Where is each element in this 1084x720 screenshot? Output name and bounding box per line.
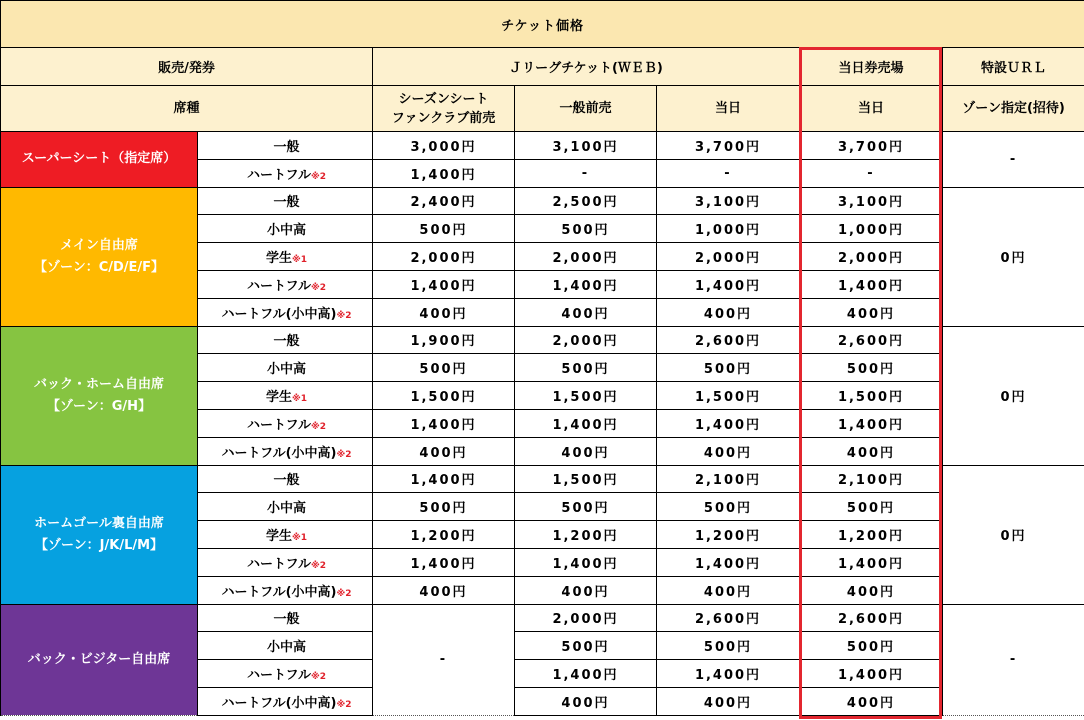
section-zone: 【ゾーン：J/K/L/M】 <box>34 537 164 553</box>
venue-price: 1,200円 <box>800 521 943 549</box>
ticket-type-label: 学生 <box>265 390 292 406</box>
ticket-type <box>198 159 373 187</box>
sameday-price: 500円 <box>657 354 800 382</box>
season-price: 1,500円 <box>373 382 515 410</box>
venue-price: 3,700円 <box>800 132 943 160</box>
advance-price: 3,100円 <box>515 132 657 160</box>
ticket-type-label: 一般 <box>273 139 300 155</box>
ticket-type <box>198 660 373 688</box>
sameday-price: 1,500円 <box>657 382 800 410</box>
venue-price: - <box>800 159 943 187</box>
footnote-mark: ※2 <box>336 699 352 710</box>
season-price: 2,000円 <box>373 243 515 271</box>
advance-price: 1,500円 <box>515 465 657 493</box>
ticket-type <box>198 465 373 493</box>
venue-price: 400円 <box>800 687 943 715</box>
sameday-header: 当日 <box>657 86 800 132</box>
ticket-type <box>198 270 373 298</box>
special-url-price: 0円 <box>943 187 1084 326</box>
ticket-type <box>198 632 373 660</box>
ticket-type-label: 小中高 <box>266 640 306 656</box>
section-name: ホームゴール裏自由席 <box>34 515 164 531</box>
sameday-price: 400円 <box>657 576 800 604</box>
venue-price: 2,000円 <box>800 243 943 271</box>
advance-price: 1,500円 <box>515 382 657 410</box>
season-price: 3,000円 <box>373 132 515 160</box>
season-price: 2,400円 <box>373 187 515 215</box>
ticket-type <box>198 382 373 410</box>
season-price: 500円 <box>373 493 515 521</box>
season-price: 400円 <box>373 298 515 326</box>
sameday-price: 2,600円 <box>657 604 800 632</box>
sameday-price: 2,600円 <box>657 326 800 354</box>
season-price: 500円 <box>373 215 515 243</box>
season-price: 1,400円 <box>373 409 515 437</box>
advance-price: 2,500円 <box>515 187 657 215</box>
season-price: 500円 <box>373 354 515 382</box>
special-url-header: 特設ＵＲＬ <box>943 48 1084 86</box>
sameday-price: 400円 <box>657 437 800 465</box>
section-zone: 【ゾーン：C/D/E/F】 <box>33 259 165 275</box>
ticket-type <box>198 437 373 465</box>
venue-price: 500円 <box>800 632 943 660</box>
venue-price: 2,600円 <box>800 604 943 632</box>
season-presale-header <box>373 86 515 132</box>
ticket-type-label: 学生 <box>265 251 292 267</box>
advance-price: 500円 <box>515 215 657 243</box>
venue-price: 3,100円 <box>800 187 943 215</box>
venue-price: 1,000円 <box>800 215 943 243</box>
section-name: メイン自由席 <box>60 237 138 253</box>
advance-price: 2,000円 <box>515 326 657 354</box>
ticket-type <box>198 298 373 326</box>
advance-price: 400円 <box>515 298 657 326</box>
sameday-price: 3,700円 <box>657 132 800 160</box>
sameday-price: 1,400円 <box>657 270 800 298</box>
sameday-price: 500円 <box>657 493 800 521</box>
advance-price: 1,400円 <box>515 270 657 298</box>
ticket-type-label: ハートフル(小中高) <box>221 584 337 600</box>
footnote-mark: ※2 <box>336 310 352 321</box>
sameday-price: 2,000円 <box>657 243 800 271</box>
season-price: 400円 <box>373 576 515 604</box>
ticket-type-label: 一般 <box>273 195 300 211</box>
venue-price: 500円 <box>800 354 943 382</box>
venue-price: 1,400円 <box>800 409 943 437</box>
footnote-mark: ※2 <box>336 449 352 460</box>
table-row <box>1 604 1084 632</box>
ticket-type-label: 小中高 <box>266 223 306 239</box>
season-price: 1,400円 <box>373 270 515 298</box>
general-presale-header: 一般前売 <box>515 86 657 132</box>
zone-invite-header: ゾーン指定(招待) <box>943 86 1084 132</box>
ticket-type <box>198 132 373 160</box>
ticket-type-label: 小中高 <box>266 501 306 517</box>
sameday-price: 400円 <box>657 687 800 715</box>
advance-price: 400円 <box>515 576 657 604</box>
section-label <box>1 187 198 326</box>
advance-price: - <box>515 159 657 187</box>
footnote-mark: ※2 <box>311 560 327 571</box>
table-title: チケット価格 <box>1 1 1084 48</box>
ticket-type <box>198 243 373 271</box>
advance-price: 2,000円 <box>515 604 657 632</box>
footnote-mark: ※2 <box>311 421 327 432</box>
ticket-type-label: 学生 <box>265 529 292 545</box>
section-label <box>1 604 198 715</box>
venue-price: 1,400円 <box>800 548 943 576</box>
ticket-type <box>198 493 373 521</box>
sales-header: 販売/発券 <box>1 48 373 86</box>
ticket-type <box>198 548 373 576</box>
ticket-type <box>198 604 373 632</box>
ticket-type <box>198 521 373 549</box>
section-label <box>1 465 198 604</box>
sameday-price: 1,200円 <box>657 521 800 549</box>
venue-price: 1,400円 <box>800 270 943 298</box>
ticket-type <box>198 354 373 382</box>
table-row <box>1 465 1084 493</box>
venue-price: 400円 <box>800 576 943 604</box>
venue-price: 2,600円 <box>800 326 943 354</box>
sameday-price: 2,100円 <box>657 465 800 493</box>
season-price: 1,400円 <box>373 159 515 187</box>
footnote-mark: ※1 <box>292 255 308 266</box>
advance-price: 2,000円 <box>515 243 657 271</box>
section-name: バック・ホーム自由席 <box>33 376 164 392</box>
advance-price: 400円 <box>515 437 657 465</box>
ticket-type-label: ハートフル <box>246 167 312 183</box>
advance-price: 1,400円 <box>515 548 657 576</box>
sameday-price: 1,400円 <box>657 409 800 437</box>
footnote-mark: ※2 <box>311 171 327 182</box>
section-name: スーパーシート（指定席） <box>21 151 177 167</box>
ticket-type-label: ハートフル <box>246 278 312 294</box>
ticket-type <box>198 326 373 354</box>
sameday-price: 3,100円 <box>657 187 800 215</box>
footnote-mark: ※2 <box>311 672 327 683</box>
ticket-type <box>198 187 373 215</box>
season-price: 1,900円 <box>373 326 515 354</box>
venue-price: 1,500円 <box>800 382 943 410</box>
special-url-price: 0円 <box>943 465 1084 604</box>
footnote-mark: ※2 <box>336 588 352 599</box>
seat-type-header: 席種 <box>1 86 373 132</box>
venue-price: 1,400円 <box>800 660 943 688</box>
ticket-type <box>198 687 373 715</box>
season-header-line2: ファンクラブ前売 <box>391 110 496 126</box>
table-row <box>1 326 1084 354</box>
ticket-type-label: 一般 <box>273 334 300 350</box>
section-zone: 【ゾーン：G/H】 <box>46 398 152 414</box>
ticket-type <box>198 409 373 437</box>
advance-price: 1,400円 <box>515 660 657 688</box>
venue-price: 2,100円 <box>800 465 943 493</box>
advance-price: 400円 <box>515 687 657 715</box>
footnote-mark: ※1 <box>292 533 308 544</box>
footnote-mark: ※1 <box>292 394 308 405</box>
advance-price: 500円 <box>515 354 657 382</box>
ticket-type-label: ハートフル <box>246 556 312 572</box>
season-price: 1,400円 <box>373 465 515 493</box>
sameday-price: - <box>657 159 800 187</box>
section-name: バック・ビジター自由席 <box>27 651 171 667</box>
sameday-price: 400円 <box>657 298 800 326</box>
season-header-line1: シーズンシート <box>398 91 489 107</box>
ticket-type-label: ハートフル <box>246 668 312 684</box>
venue-sameday-header: 当日 <box>800 86 943 132</box>
table-row <box>1 132 1084 160</box>
season-price: 400円 <box>373 437 515 465</box>
season-price: 1,200円 <box>373 521 515 549</box>
sameday-price: 1,000円 <box>657 215 800 243</box>
ticket-type-label: 一般 <box>273 612 300 628</box>
footnote-mark: ※2 <box>311 282 327 293</box>
ticket-type-label: ハートフル(小中高) <box>221 445 337 461</box>
ticket-type-label: 一般 <box>273 473 300 489</box>
special-url-price: 0円 <box>943 326 1084 465</box>
sameday-price: 500円 <box>657 632 800 660</box>
season-price: 1,400円 <box>373 548 515 576</box>
section-label <box>1 132 198 188</box>
ticket-type <box>198 215 373 243</box>
special-url-price: - <box>943 604 1084 715</box>
venue-price: 400円 <box>800 437 943 465</box>
price-rows <box>1 132 1084 716</box>
ticket-type-label: ハートフル <box>246 417 312 433</box>
venue-ticket-header: 当日券売場 <box>800 48 943 86</box>
ticket-type <box>198 576 373 604</box>
jleague-ticket-header: Ｊリーグチケット(ＷＥＢ) <box>373 48 800 86</box>
sameday-price: 1,400円 <box>657 548 800 576</box>
venue-price: 500円 <box>800 493 943 521</box>
section-label <box>1 326 198 465</box>
advance-price: 1,200円 <box>515 521 657 549</box>
ticket-type-label: ハートフル(小中高) <box>221 695 337 711</box>
special-url-price: - <box>943 132 1084 188</box>
table-row <box>1 187 1084 215</box>
ticket-type-label: 小中高 <box>266 362 306 378</box>
advance-price: 500円 <box>515 632 657 660</box>
ticket-type-label: ハートフル(小中高) <box>221 306 337 322</box>
sameday-price: 1,400円 <box>657 660 800 688</box>
venue-price: 400円 <box>800 298 943 326</box>
season-price: - <box>373 604 515 715</box>
advance-price: 1,400円 <box>515 409 657 437</box>
advance-price: 500円 <box>515 493 657 521</box>
